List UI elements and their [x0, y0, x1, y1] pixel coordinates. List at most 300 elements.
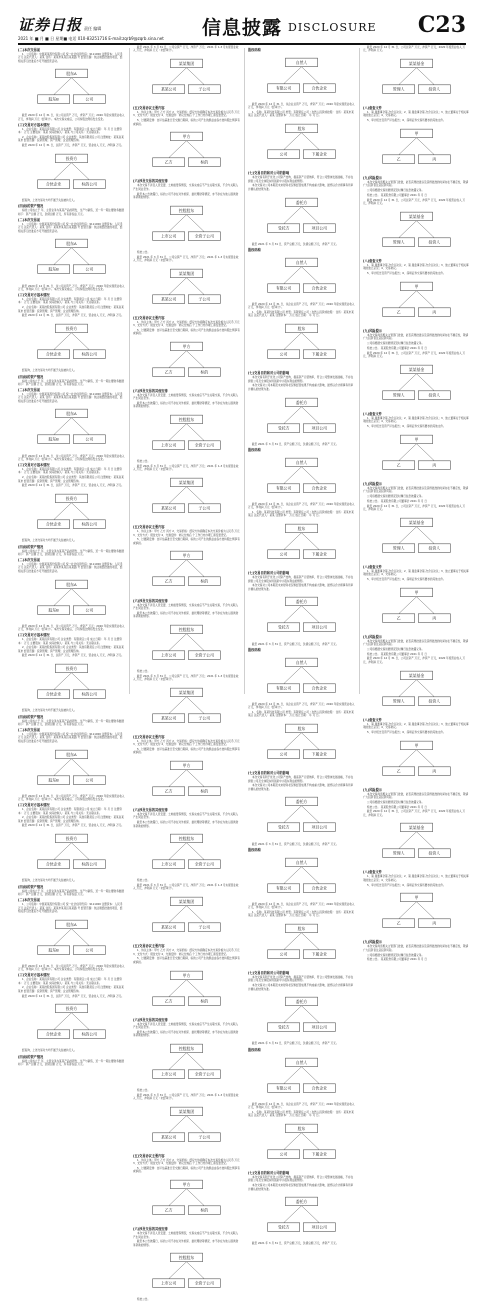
diagram-box-label: 委托方: [295, 399, 308, 405]
body-paragraph: 1、名称：某某科技有限公司 类型：有限责任公司（自然人投资或控股） 住所：某某市某某区 法定代表人：某某 注册资本： 万元 成立日期： 年 月 日。: [248, 711, 354, 718]
body-paragraph: 特此公告。: [137, 879, 150, 883]
body-paragraph: 截至 2021 年 3 月 31 日，资产总额 万元，负债总额 万元，净资产 万元。: [252, 1242, 339, 1246]
diagram-box-label: 上市公司: [160, 1280, 177, 1286]
section-heading: (三)交易对方基本情况: [18, 463, 50, 468]
diagram-box: [188, 714, 220, 723]
body-paragraph: 公司将根据交易进展情况及时履行信息披露义务。: [367, 342, 425, 346]
diagram-box-label: 某某基金: [408, 825, 425, 831]
diagram-box-label: 下属企业: [311, 151, 328, 157]
diagram-box-label: 某某集团: [178, 1108, 195, 1114]
diagram-box: [73, 690, 105, 699]
body-paragraph: 截至 2020 年 12 月 31 日，公司总资产 万元，净资产 万元，2020 年度营业收入 万元，净利润 万元。: [363, 504, 466, 511]
org-chart-diagram: [133, 1251, 240, 1294]
body-paragraph: 本次交易对公司本期及未来财务状况和经营成果不构成重大影响，最终以会计师事务所审计确认的结果为准。: [248, 784, 354, 791]
diagram-box: [285, 398, 317, 407]
org-chart-diagram: [363, 669, 470, 712]
diagram-box-label: 甲方: [182, 553, 191, 559]
diagram-box-label: 某某集团: [178, 60, 195, 66]
org-chart-diagram: [363, 739, 470, 782]
section-heading: (三)交易对方基本情况: [18, 633, 50, 638]
body-paragraph: 截至本公告披露日，标的公司不存在对外担保、委托理财等情况，亦不存在为他人提供财务资助的情形。: [133, 821, 239, 828]
diagram-connector: [169, 214, 187, 231]
diagram-box-label: 下属企业: [311, 551, 328, 557]
section-heading: (二)本次交易前: [18, 728, 41, 733]
diagram-box: [268, 484, 300, 493]
diagram-box-label: 公司: [279, 151, 288, 157]
newspaper-logo: 证券日报: [18, 16, 83, 34]
body-paragraph: 截至 2020 年 12 月 31 日，该公司总资产 万元，净资产 万元；2020 年度实现营业收入 万元，净利润 万元（经审计）。本次交易完成后，公司持股比例将发生变化。: [18, 964, 125, 972]
diagram-connector: [302, 933, 320, 950]
diagram-box: [170, 59, 202, 68]
body-paragraph: 截至 2020 年 12 月 31 日，该企业总资产 万元，净资产 万元；2020 年度实现营业收入 万元，净利润 万元（经审计）。: [248, 503, 355, 510]
section-heading: (三)交易对方基本情况: [18, 973, 50, 978]
diagram-box: [153, 294, 185, 303]
body-paragraph: 特此公告。: [137, 1298, 150, 1302]
diagram-box-label: 丙: [432, 156, 437, 162]
section-heading: (六)涉及交易的其他安排: [133, 179, 168, 184]
body-paragraph: 本次交易有利于优化公司资产结构，提高资产运营效率，符合公司整体发展战略，不存在损害公司及全体股东特别是中小股东利益的情形。: [248, 1176, 354, 1183]
section-heading: (四)标的资产情况: [18, 204, 44, 209]
diagram-box: [418, 543, 450, 552]
body-paragraph: 5、审计报告及资产评估报告；6、深圳证券交易所要求的其他文件。: [367, 425, 446, 428]
diagram-connector: [187, 1116, 205, 1133]
diagram-box: [285, 598, 317, 607]
body-paragraph: 截至 2021 年 3 月 31 日，公司总资产 万元，净资产 万元；2021 年 1-3 月实现营业收入 万元，净利润 万元（未经审计）。: [133, 884, 239, 891]
diagram-box: [153, 860, 185, 869]
section-heading: (九)风险提示: [363, 176, 382, 181]
org-chart-diagram: [363, 127, 470, 170]
diagram-box: [418, 308, 450, 317]
column-divider: [244, 48, 245, 694]
diagram-box: [188, 441, 220, 450]
page-number: C23: [417, 12, 466, 38]
diagram-box-label: 某某基金: [408, 213, 425, 219]
diagram-box-label: 乙: [396, 462, 401, 468]
body-paragraph: 公司将根据交易进展情况及时履行信息披露义务。: [367, 953, 425, 957]
diagram-box-label: 投资方: [65, 155, 78, 161]
diagram-connector: [187, 1189, 205, 1206]
diagram-connector: [302, 1206, 320, 1223]
diagram-box: [55, 920, 87, 929]
diagram-connector: [187, 351, 205, 368]
body-paragraph: 1、协议主体：甲方 乙方 丙方 2、交易价格：经双方协商确定本次交易价格为人民币 万元 3、支付方式：现金支付 4、交割安排：协议生效后 个工作日内办理工商变更登记。: [133, 320, 240, 328]
body-paragraph: 本次交易有利于优化公司资产结构，提高资产运营效率，符合公司整体发展战略，不存在损害公司及全体股东特别是中小股东利益的情形。: [248, 576, 354, 583]
diagram-box-label: 标的: [200, 998, 209, 1004]
diagram-connector: [302, 806, 320, 823]
body-paragraph: 本次交易有利于优化公司资产结构，提高资产运营效率，符合公司整体发展战略，不存在损害公司及全体股东特别是中小股东利益的情形。: [248, 976, 354, 983]
article-column: [18, 46, 125, 1066]
diagram-box: [153, 577, 185, 586]
diagram-box: [38, 690, 70, 699]
diagram-box-label: 全资子公司: [194, 861, 214, 867]
diagram-connector: [399, 221, 417, 238]
body-paragraph: 标的公司成立于 年，主营业务为某某产品的研发、生产与销售，近一年一期主要财务数据如下：资产总额 万元，负债总额 万元，所有者权益 万元。: [18, 209, 124, 216]
diagram-connector: [284, 467, 302, 484]
diagram-box-label: 公司: [279, 551, 288, 557]
diagram-box-label: 标的: [200, 159, 209, 165]
diagram-connector: [302, 206, 320, 223]
diagram-connector: [54, 78, 72, 95]
org-chart-diagram: [18, 662, 125, 705]
section-heading: (五)交易协议主要内容: [133, 734, 165, 739]
diagram-box-label: 某某基金: [408, 672, 425, 678]
diagram-connector: [284, 206, 302, 223]
diagram-connector: [302, 1133, 320, 1150]
article-column: [133, 46, 240, 1302]
section-heading: (八)备查文件: [363, 870, 382, 875]
body-paragraph: 1、公司名称：中国某某股份有限公司 统一社会信用代码：9111000 注册资本：人民币 万元 法定代表人：某某 住所：某某市某某区某某路 号 经营范围：依法须经批准的项目，经相关部门批准后方可开展经营活动。: [18, 53, 123, 63]
diagram-box: [383, 85, 415, 94]
body-paragraph: 特此公告。 某某股份有限公司董事会 2021 年 月 日: [367, 652, 428, 656]
body-paragraph: 1、第 届董事会第 次会议决议；2、第 届监事会第 次会议决议；3、独立董事关于相关事项的独立意见；4、交易协议。: [363, 264, 469, 271]
diagram-box-label: 公司: [279, 751, 288, 757]
diagram-connector: [417, 832, 435, 849]
diagram-box: [55, 664, 87, 673]
diagram-box: [73, 265, 105, 274]
diagram-connector: [169, 487, 187, 504]
diagram-box: [285, 1058, 317, 1067]
section-heading: (七)交易目的和对公司的影响: [248, 771, 290, 776]
section-heading: 股权结构: [248, 847, 261, 852]
diagram-box-label: 投资人: [428, 392, 441, 398]
diagram-connector: [284, 1066, 302, 1083]
org-chart-diagram: [248, 522, 355, 565]
body-paragraph: 截至 2020 年 12 月 31 日，总资产 万元，净资产 万元，营业收入 万元，净利润 万元。: [22, 994, 124, 998]
diagram-box-label: 管理人: [392, 850, 405, 856]
diagram-box-label: 投资方: [65, 325, 78, 331]
diagram-box: [188, 651, 220, 660]
diagram-box: [285, 524, 317, 533]
diagram-connector: [72, 78, 90, 95]
diagram-box: [400, 365, 432, 374]
org-chart-diagram: [133, 204, 240, 247]
diagram-box-label: 某某基金: [408, 519, 425, 525]
diagram-box-label: 某某公司: [160, 505, 177, 511]
diagram-box: [400, 894, 432, 903]
body-paragraph: 截至 2020 年 12 月 31 日，该公司总资产 万元，净资产 万元；2020 年度实现营业收入 万元，净利润 万元（经审计）。本次交易完成后，公司持股比例将发生变化。: [18, 284, 125, 291]
diagram-box-label: 投资方: [65, 495, 78, 501]
diagram-box: [303, 950, 335, 959]
diagram-box: [400, 741, 432, 750]
diagram-connector: [169, 1189, 187, 1206]
diagram-box-label: 股东: [297, 1125, 306, 1131]
diagram-box: [153, 158, 185, 167]
diagram-box: [170, 342, 202, 351]
body-paragraph: 公司将根据交易进展情况及时履行信息披露义务。: [367, 494, 425, 498]
body-paragraph: 1、企业名称：某某投资有限公司 企业类型：有限责任公司 成立日期： 年 月 日 注册资本： 万元 主要股东：某某 实际控制人：某某 与公司关系：无关联关系。: [18, 638, 122, 645]
diagram-box: [73, 860, 105, 869]
org-chart-diagram: [248, 122, 355, 165]
diagram-box-label: 标的: [200, 1207, 209, 1213]
diagram-box: [400, 129, 432, 138]
body-paragraph: 公司将根据交易进展情况及时履行信息披露义务。: [367, 800, 425, 804]
diagram-box-label: 合伙企业: [311, 485, 328, 491]
diagram-box: [285, 258, 317, 267]
diagram-box-label: 标的公司: [81, 181, 98, 187]
diagram-box-label: 甲方: [182, 972, 191, 978]
org-chart-diagram: [248, 795, 355, 838]
diagram-box: [188, 504, 220, 513]
diagram-box-label: 标的: [200, 788, 209, 794]
diagram-connector: [187, 214, 205, 231]
diagram-box: [303, 750, 335, 759]
body-paragraph: 截至 2021 年 3 月 31 日，资产总额 万元，负债总额 万元，净资产 万元。: [252, 242, 339, 246]
diagram-box: [38, 265, 70, 274]
body-paragraph: 本次交易有利于优化公司资产结构，提高资产运营效率，符合公司整体发展战略，不存在损害公司及全体股东特别是中小股东利益的情形。: [248, 176, 354, 183]
diagram-box-label: 管理人: [392, 698, 405, 704]
diagram-connector: [417, 68, 435, 85]
body-paragraph: 1、企业名称：某某投资有限公司 企业类型：有限责任公司 成立日期： 年 月 日 注册资本： 万元 主要股东：某某 实际控制人：某某 与公司关系：无关联关系。: [18, 468, 122, 475]
body-paragraph: 截至 2021 年 3 月 31 日，资产总额 万元，负债总额 万元，净资产 万元。: [252, 1042, 339, 1046]
column-divider: [129, 48, 130, 694]
diagram-connector: [187, 424, 205, 441]
diagram-box: [383, 613, 415, 622]
diagram-box-label: 投资人: [428, 239, 441, 245]
diagram-box-label: 子公司: [198, 715, 211, 721]
diagram-connector: [284, 867, 302, 884]
section-heading: (四)标的资产情况: [18, 714, 44, 719]
section-heading: 股权结构: [248, 647, 261, 652]
body-paragraph: 1、企业名称：某某投资有限公司 企业类型：有限责任公司 成立日期： 年 月 日 注册资本： 万元 主要股东：某某 实际控制人：某某 与公司关系：无关联关系。: [18, 808, 122, 815]
diagram-connector: [417, 138, 435, 155]
body-paragraph: 1、协议主体：甲方 乙方 丙方 2、交易价格：经双方协商确定本次交易价格为人民币 万元 3、支付方式：现金支付 4、交割安排：协议生效后 个工作日内办理工商变更登记。: [133, 1158, 240, 1166]
diagram-connector: [399, 596, 417, 613]
diagram-box: [153, 441, 185, 450]
diagram-box: [170, 1180, 202, 1189]
section-heading: (六)涉及交易的其他安排: [133, 598, 168, 603]
section-heading: (五)交易协议主要内容: [133, 1153, 165, 1158]
diagram-connector: [187, 560, 205, 577]
diagram-box: [400, 588, 432, 597]
org-chart-diagram: [133, 623, 240, 666]
body-paragraph: 本次交易尚需相关主管部门批准，能否获得批准以及获得批准的时间存在不确定性，敬请广大投资者注意投资风险。: [363, 639, 469, 647]
body-paragraph: 本次交易不涉及人员安置、土地租赁等情况，交易完成后不产生关联交易，不会与关联人产生同业竞争。: [133, 394, 239, 401]
diagram-box: [188, 85, 220, 94]
section-heading: (六)涉及交易的其他安排: [133, 808, 168, 813]
diagram-box-label: 丙: [432, 462, 437, 468]
diagram-box-label: 投资人: [428, 545, 441, 551]
diagram-box: [170, 1044, 202, 1053]
org-chart-diagram: [248, 722, 355, 765]
body-paragraph: 截至本公告披露日，标的公司不存在对外担保、委托理财等情况，亦不存在为他人提供财务资助的情形。: [133, 1030, 239, 1038]
diagram-box-label: 公司: [85, 947, 94, 953]
body-paragraph: 经查询，上述交易对方均不属于失信被执行人。: [22, 1049, 77, 1053]
diagram-box-label: 委托方: [295, 799, 308, 805]
diagram-box: [55, 154, 87, 163]
body-paragraph: 本次交易对公司本期及未来财务状况和经营成果不构成重大影响，最终以会计师事务所审计确认的结果为准。: [248, 584, 354, 591]
diagram-box: [55, 324, 87, 333]
masthead: [0, 0, 484, 44]
diagram-connector: [302, 467, 320, 484]
diagram-connector: [399, 138, 417, 155]
org-chart-diagram: [363, 516, 470, 559]
diagram-box-label: 股东B: [48, 777, 59, 783]
diagram-connector: [284, 933, 302, 950]
section-heading: (二)本次交易前: [18, 558, 41, 563]
diagram-box-label: 子公司: [198, 505, 211, 511]
body-paragraph: 特此公告。: [137, 669, 150, 673]
diagram-box: [418, 919, 450, 928]
diagram-box: [73, 350, 105, 359]
section-heading: (五)交易协议主要内容: [133, 315, 165, 320]
diagram-connector: [54, 673, 72, 690]
body-paragraph: 标的公司成立于 年，主营业务为某某产品的研发、生产与销售，近一年一期主要财务数据如下：资产总额 万元，负债总额 万元，所有者权益 万元。: [18, 379, 124, 386]
section-heading: (七)交易目的和对公司的影响: [248, 571, 290, 576]
diagram-box: [153, 1206, 185, 1215]
section-heading: (四)标的资产情况: [18, 884, 44, 889]
diagram-box: [170, 478, 202, 487]
diagram-box: [153, 787, 185, 796]
diagram-connector: [284, 667, 302, 684]
diagram-box: [400, 435, 432, 444]
diagram-box: [188, 294, 220, 303]
body-paragraph: 截至 2020 年 12 月 31 日，该企业总资产 万元，净资产 万元；2020 年度实现营业收入 万元，净利润 万元（经审计）。: [248, 303, 355, 310]
diagram-connector: [284, 533, 302, 550]
diagram-connector: [72, 843, 90, 860]
diagram-connector: [54, 1013, 72, 1030]
diagram-box: [153, 1133, 185, 1142]
diagram-box: [153, 231, 185, 240]
diagram-connector: [54, 418, 72, 435]
diagram-box: [153, 996, 185, 1005]
diagram-connector: [187, 633, 205, 650]
org-chart-diagram: [133, 340, 240, 383]
org-chart-diagram: [133, 267, 240, 310]
diagram-box: [73, 1030, 105, 1039]
body-paragraph: 本次交易有利于优化公司资产结构，提高资产运营效率，符合公司整体发展战略，不存在损害公司及全体股东特别是中小股东利益的情形。: [248, 376, 354, 383]
section-heading: 股权结构: [248, 48, 261, 52]
diagram-box: [400, 212, 432, 221]
diagram-box-label: 乙方: [164, 369, 173, 375]
diagram-box-label: 甲: [414, 742, 419, 748]
diagram-box-label: 股东A: [66, 411, 77, 417]
diagram-box-label: 某某公司: [160, 296, 177, 302]
diagram-connector: [399, 749, 417, 766]
org-chart-diagram: [248, 196, 355, 239]
diagram-connector: [284, 1133, 302, 1150]
body-paragraph: 截至 2021 年 3 月 31 日，公司总资产 万元，净资产 万元；2021 年 1-3 月实现营业收入 万元，净利润 万元（未经审计）。: [133, 46, 239, 53]
diagram-box-label: 甲: [414, 436, 419, 442]
diagram-connector: [54, 588, 72, 605]
org-chart-diagram: [133, 476, 240, 519]
diagram-box: [55, 494, 87, 503]
org-chart-diagram: [18, 918, 125, 961]
diagram-box-label: 投资方: [65, 666, 78, 672]
body-paragraph: 本次交易对公司本期及未来财务状况和经营成果不构成重大影响，最终以会计师事务所审计确认的结果为准。: [248, 184, 354, 191]
diagram-box: [38, 520, 70, 529]
diagram-box: [268, 350, 300, 359]
body-paragraph: 本次交易尚需相关主管部门批准，能否获得批准以及获得批准的时间存在不确定性，敬请广大投资者注意投资风险。: [363, 181, 469, 188]
org-chart-diagram: [133, 1042, 240, 1085]
org-chart-diagram: [18, 492, 125, 535]
diagram-box-label: 下属企业: [311, 1151, 328, 1157]
org-chart-diagram: [133, 549, 240, 592]
diagram-box: [418, 849, 450, 858]
diagram-connector: [284, 1006, 302, 1023]
diagram-connector: [284, 733, 302, 750]
diagram-connector: [417, 679, 435, 696]
diagram-box-label: 子公司: [198, 296, 211, 302]
diagram-box-label: 乙方: [164, 1207, 173, 1213]
diagram-box: [418, 696, 450, 705]
body-paragraph: 1、第 届董事会第 次会议决议；2、第 届监事会第 次会议决议；3、独立董事关于相关事项的独立意见；4、交易协议。: [363, 875, 469, 882]
diagram-connector: [72, 928, 90, 945]
diagram-box: [55, 1004, 87, 1013]
diagram-box: [303, 884, 335, 893]
body-paragraph: 1、企业名称：某某投资有限公司 企业类型：有限责任公司 成立日期： 年 月 日 注册资本： 万元 主要股东：某某 实际控制人：某某 与公司关系：无关联关系。: [18, 298, 122, 305]
diagram-connector: [72, 758, 90, 775]
section-heading: (七)交易目的和对公司的影响: [248, 171, 290, 176]
diagram-box-label: 某某集团: [178, 899, 195, 905]
diagram-connector: [169, 979, 187, 996]
diagram-box-label: 甲方: [182, 1181, 191, 1187]
diagram-box-label: 投资人: [428, 850, 441, 856]
body-paragraph: 5、审计报告及资产评估报告；6、深圳证券交易所要求的其他文件。: [367, 577, 446, 581]
section-heading: (四)标的资产情况: [18, 1054, 44, 1059]
diagram-connector: [302, 67, 320, 84]
diagram-box-label: 受托方: [277, 624, 290, 630]
body-paragraph: 2、企业名称：某某控股集团有限公司 企业类型：其他有限责任公司 注册地址：某某省某某市 经营范围：投资管理；资产管理；企业管理咨询。: [18, 816, 124, 823]
diagram-box: [268, 950, 300, 959]
org-chart-diagram: [248, 456, 355, 499]
org-chart-diagram: [133, 969, 240, 1012]
diagram-connector: [284, 133, 302, 150]
diagram-connector: [417, 749, 435, 766]
diagram-box: [383, 461, 415, 470]
body-paragraph: 特此公告。 某某股份有限公司董事会 2021 年 月 日: [367, 499, 428, 503]
body-paragraph: 1、公司名称：中国某某股份有限公司 统一社会信用代码：9111000 注册资本：人民币 万元 法定代表人：某某 住所：某某市某某区某某路 号 经营范围：依法须经批准的项目，经相关部门批准后方可开展经营活动。: [18, 223, 123, 233]
body-paragraph: 截至 2021 年 3 月 31 日，公司总资产 万元，净资产 万元；2021 年 1-3 月实现营业收入 万元，净利润 万元（未经审计）。: [133, 255, 239, 262]
diagram-box-label: 标的公司: [81, 521, 98, 527]
diagram-box-label: 甲: [414, 283, 419, 289]
diagram-connector: [54, 163, 72, 180]
diagram-connector: [187, 906, 205, 923]
body-paragraph: 1、名称：某某科技有限公司 类型：有限责任公司（自然人投资或控股） 住所：某某市某某区 法定代表人：某某 注册资本： 万元 成立日期： 年 月 日。: [248, 511, 354, 518]
body-paragraph: 1、第 届董事会第 次会议决议；2、第 届监事会第 次会议决议；3、独立董事关于相关事项的独立意见；4、交易协议。: [363, 722, 469, 729]
diagram-box: [73, 180, 105, 189]
diagram-box: [153, 1070, 185, 1079]
diagram-box: [418, 85, 450, 94]
section-heading: (四)标的资产情况: [18, 544, 44, 549]
diagram-box: [268, 823, 300, 832]
org-chart-diagram: [133, 57, 240, 100]
body-paragraph: 经查询，上述交易对方均不属于失信被执行人。: [22, 709, 77, 713]
body-paragraph: 公司将根据交易进展情况及时履行信息披露义务。: [367, 647, 425, 651]
diagram-box-label: 合伙企业: [311, 285, 328, 291]
diagram-connector: [72, 333, 90, 350]
diagram-box-label: 合伙企业: [45, 351, 62, 357]
body-paragraph: 本次交易不涉及人员安置、土地租赁等情况，交易完成后不产生关联交易，不会与关联人产生同业竞争。: [133, 813, 239, 820]
diagram-connector: [169, 843, 187, 860]
section-heading: (七)交易目的和对公司的影响: [248, 1171, 290, 1176]
body-paragraph: 本次交易不涉及人员安置、土地租赁等情况，交易完成后不产生关联交易，不会与关联人产生同业竞争。: [133, 603, 239, 610]
diagram-box-label: 投资人: [428, 698, 441, 704]
diagram-box-label: 某某集团: [178, 479, 195, 485]
org-chart-diagram: [18, 237, 125, 280]
body-paragraph: 特此公告。: [137, 1088, 150, 1092]
diagram-connector: [187, 277, 205, 294]
diagram-box-label: 甲: [414, 589, 419, 595]
diagram-connector: [399, 68, 417, 85]
diagram-box: [285, 998, 317, 1007]
diagram-box: [268, 150, 300, 159]
diagram-box-label: 全资子公司: [194, 442, 214, 448]
org-chart-diagram: [248, 256, 355, 299]
diagram-connector: [417, 902, 435, 919]
body-paragraph: 截至 2020 年 12 月 31 日，该公司总资产 万元，净资产 万元；2020 年度实现营业收入 万元，净利润 万元（经审计）。本次交易完成后，公司持股比例将发生变化。: [18, 114, 125, 121]
body-paragraph: 截至 2020 年 12 月 31 日，该企业总资产 万元，净资产 万元；2020 年度实现营业收入 万元，净利润 万元（经审计）。: [248, 702, 355, 710]
org-chart-diagram: [18, 152, 125, 195]
